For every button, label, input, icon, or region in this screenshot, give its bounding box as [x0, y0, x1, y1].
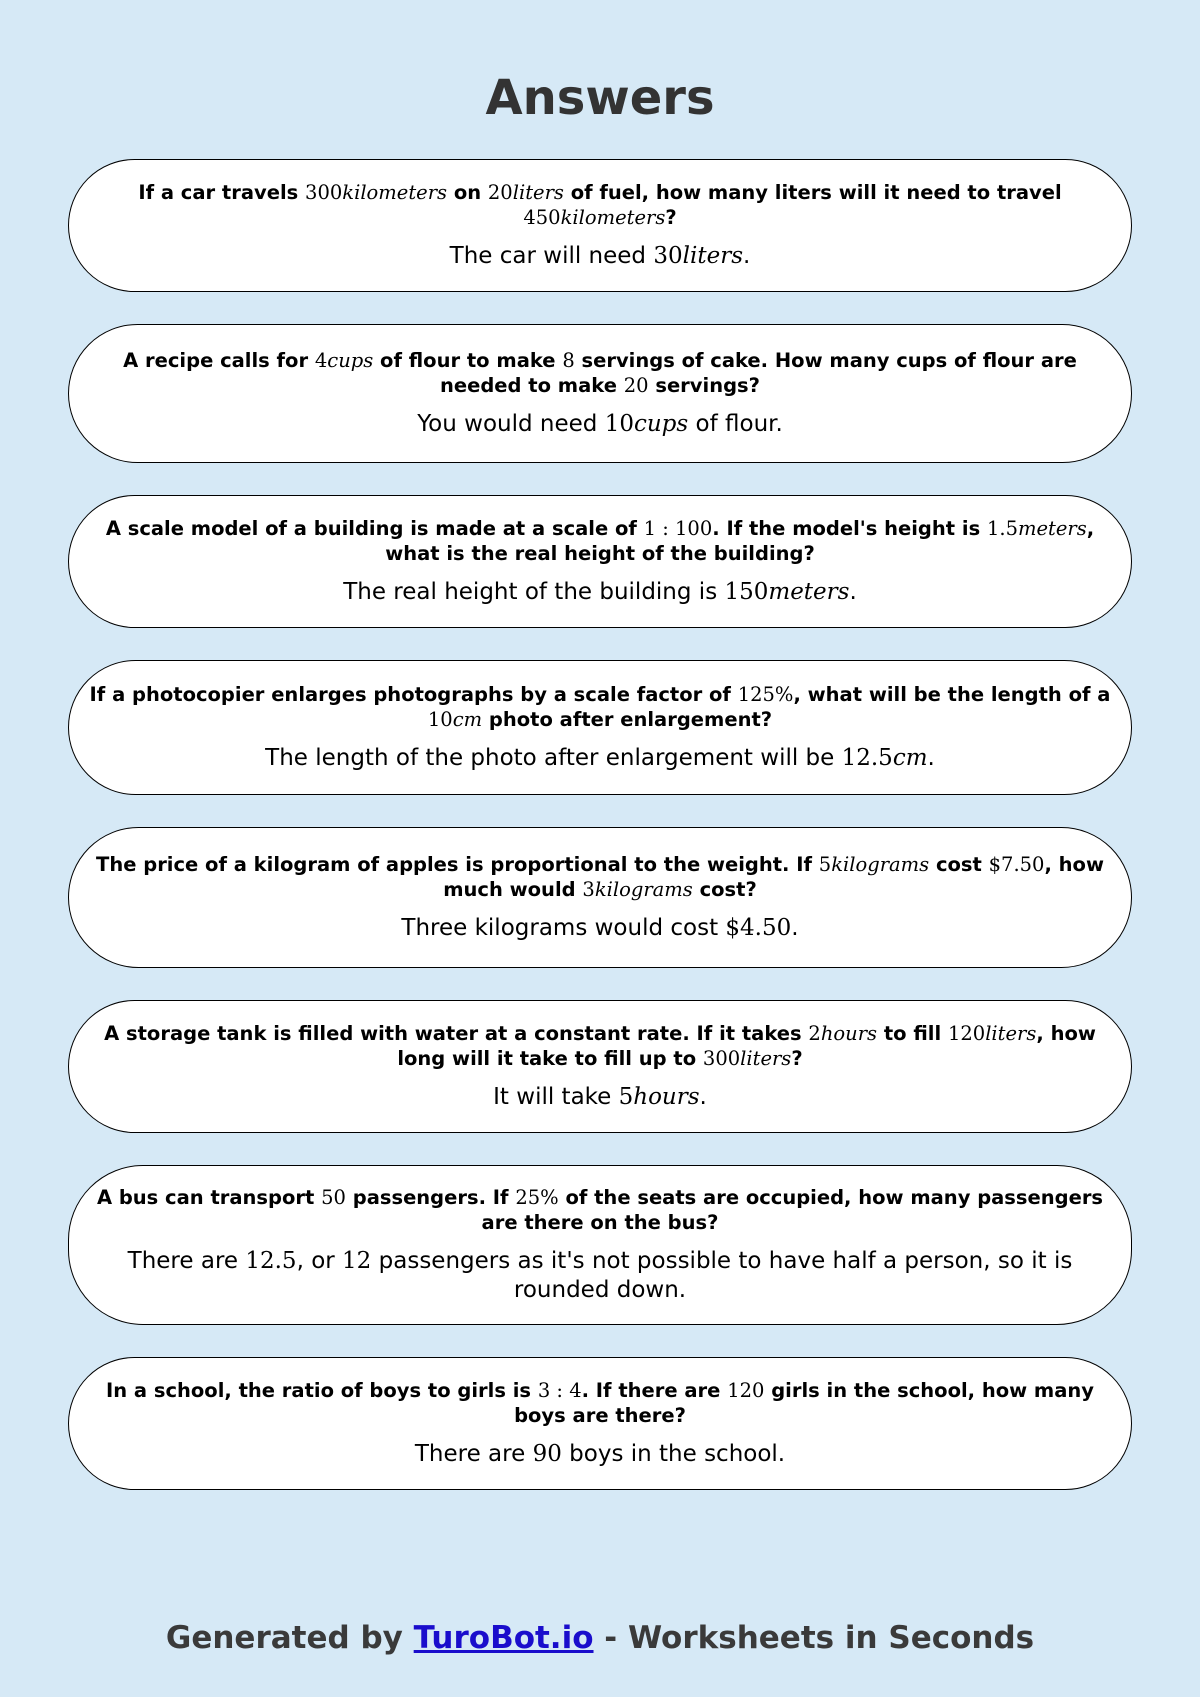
math-segment: 12 — [342, 1248, 372, 1274]
math-segment: 30 — [653, 243, 683, 269]
text-segment: If a car travels — [138, 181, 306, 204]
math-segment: liters — [985, 1022, 1037, 1045]
answer-text — [417, 410, 783, 439]
text-segment: ? — [791, 1047, 803, 1070]
text-segment: servings of cake. How many cups of flour are needed to make — [440, 349, 1077, 397]
text-segment: It will take — [493, 1084, 619, 1110]
math-segment: $4.50 — [725, 915, 792, 941]
text-segment: . If the model's height is — [712, 517, 987, 540]
math-segment: meters — [1017, 517, 1087, 540]
text-segment: , what will be the length of a — [793, 683, 1111, 706]
math-segment: 120 — [727, 1379, 765, 1402]
question-text — [87, 516, 1113, 566]
question-text — [87, 1021, 1113, 1071]
math-segment: 8 — [562, 349, 575, 372]
footer-prefix: Generated by — [165, 1620, 414, 1656]
math-segment: hours — [633, 1084, 700, 1110]
text-segment: passengers as it's not possible to have half a person, so it is rounded down. — [371, 1248, 1073, 1303]
text-segment: cost — [929, 853, 989, 876]
math-segment: 90 — [532, 1441, 562, 1467]
answer-text — [450, 242, 751, 271]
turobot-link[interactable]: TuroBot.io — [413, 1620, 594, 1656]
math-segment: cups — [633, 411, 689, 437]
math-segment: 5 — [818, 853, 832, 876]
math-segment: 2 — [808, 1022, 821, 1045]
text-segment: The length of the photo after enlargement will be — [265, 745, 842, 771]
math-segment: 50 — [321, 1186, 346, 1209]
text-segment: Three kilograms would cost — [401, 915, 726, 941]
question-text — [87, 348, 1113, 398]
footer-suffix: - Worksheets in Seconds — [593, 1620, 1035, 1656]
answer-card — [68, 159, 1132, 292]
math-segment: 10 — [604, 411, 634, 437]
math-segment: 5 — [618, 1084, 634, 1110]
answer-card — [68, 324, 1132, 463]
answer-card — [68, 1165, 1132, 1325]
answer-text — [265, 744, 935, 773]
answer-card — [68, 827, 1132, 968]
text-segment: of flour. — [688, 411, 783, 437]
math-segment: kilometers — [342, 181, 448, 204]
text-segment: A storage tank is filled with water at a constant rate. If it takes — [104, 1022, 809, 1045]
text-segment: The car will need — [449, 243, 654, 269]
math-segment: kilometers — [560, 206, 666, 229]
text-segment: boys in the school. — [561, 1441, 786, 1467]
math-segment: 12.5 — [841, 745, 893, 771]
math-segment: cups — [327, 349, 374, 372]
text-segment: servings? — [648, 374, 760, 397]
text-segment: passengers. If — [345, 1186, 516, 1209]
math-segment: 20 — [487, 181, 513, 204]
math-segment: kilograms — [594, 878, 693, 901]
text-segment: , or — [296, 1248, 343, 1274]
question-text — [87, 1185, 1113, 1235]
text-segment: The price of a kilogram of apples is proportional to the weight. If — [96, 853, 819, 876]
math-segment: 300 — [305, 181, 343, 204]
text-segment: There are — [127, 1248, 246, 1274]
text-segment: cost? — [692, 878, 757, 901]
answer-text — [401, 914, 798, 943]
text-segment: . — [849, 579, 857, 605]
answer-card-list — [68, 159, 1132, 1522]
math-segment: 1 : 100 — [643, 517, 713, 540]
answer-card — [68, 660, 1132, 795]
math-segment: $7.50 — [988, 853, 1045, 876]
question-text — [87, 852, 1113, 902]
math-segment: 1.5 — [986, 517, 1018, 540]
math-segment: kilograms — [831, 853, 930, 876]
text-segment: You would need — [417, 411, 605, 437]
answer-text — [343, 578, 857, 607]
math-segment: liters — [740, 1047, 792, 1070]
text-segment: photo after enlargement? — [482, 708, 773, 731]
text-segment: girls in the school, how many boys are there? — [514, 1379, 1094, 1427]
text-segment: , how much would — [443, 853, 1104, 901]
math-segment: 125% — [737, 683, 794, 706]
text-segment: . — [927, 745, 935, 771]
question-text — [87, 1378, 1113, 1428]
math-segment: 300 — [702, 1047, 741, 1070]
text-segment: , what is the real height of the building? — [385, 517, 1095, 565]
text-segment: There are — [414, 1441, 533, 1467]
text-segment: . — [791, 915, 799, 941]
text-segment: If a photocopier enlarges photographs by a scale factor of — [89, 683, 738, 706]
text-segment: . — [699, 1084, 707, 1110]
question-text — [87, 180, 1113, 230]
question-text — [87, 682, 1113, 732]
text-segment: A scale model of a building is made at a scale of — [105, 517, 644, 540]
math-segment: 3 — [582, 878, 595, 901]
math-segment: liters — [512, 181, 564, 204]
answer-text — [493, 1083, 707, 1112]
math-segment: 150 — [724, 579, 769, 605]
text-segment: ? — [665, 206, 677, 229]
text-segment: . If there are — [581, 1379, 728, 1402]
math-segment: meters — [768, 579, 850, 605]
text-segment: . — [743, 243, 751, 269]
math-segment: 12.5 — [245, 1248, 297, 1274]
answer-card — [68, 1357, 1132, 1490]
answer-card — [68, 495, 1132, 628]
math-segment: cm — [892, 745, 928, 771]
text-segment: , how long will it take to fill up to — [397, 1022, 1096, 1070]
math-segment: liters — [682, 243, 744, 269]
text-segment: The real height of the building is — [343, 579, 725, 605]
text-segment: of flour to make — [373, 349, 563, 372]
answer-card — [68, 1000, 1132, 1133]
text-segment: on — [447, 181, 488, 204]
math-segment: hours — [820, 1022, 878, 1045]
text-segment: In a school, the ratio of boys to girls is — [105, 1379, 538, 1402]
math-segment: 4 — [314, 349, 328, 372]
math-segment: 20 — [623, 374, 649, 397]
footer — [0, 1618, 1200, 1658]
text-segment: of fuel, how many liters will it need to travel — [563, 181, 1062, 204]
text-segment: A bus can transport — [96, 1186, 322, 1209]
answer-text — [87, 1247, 1113, 1305]
math-segment: cm — [452, 708, 483, 731]
math-segment: 25% — [515, 1186, 559, 1209]
text-segment: to fill — [877, 1022, 948, 1045]
math-segment: 10 — [427, 708, 453, 731]
page-title: Answers — [485, 70, 715, 126]
answer-text — [415, 1440, 785, 1469]
math-segment: 120 — [947, 1022, 986, 1045]
math-segment: 3 : 4 — [537, 1379, 582, 1402]
text-segment: A recipe calls for — [123, 349, 315, 372]
math-segment: 450 — [523, 206, 561, 229]
text-segment: of the seats are occupied, how many passengers are there on the bus? — [481, 1186, 1104, 1234]
